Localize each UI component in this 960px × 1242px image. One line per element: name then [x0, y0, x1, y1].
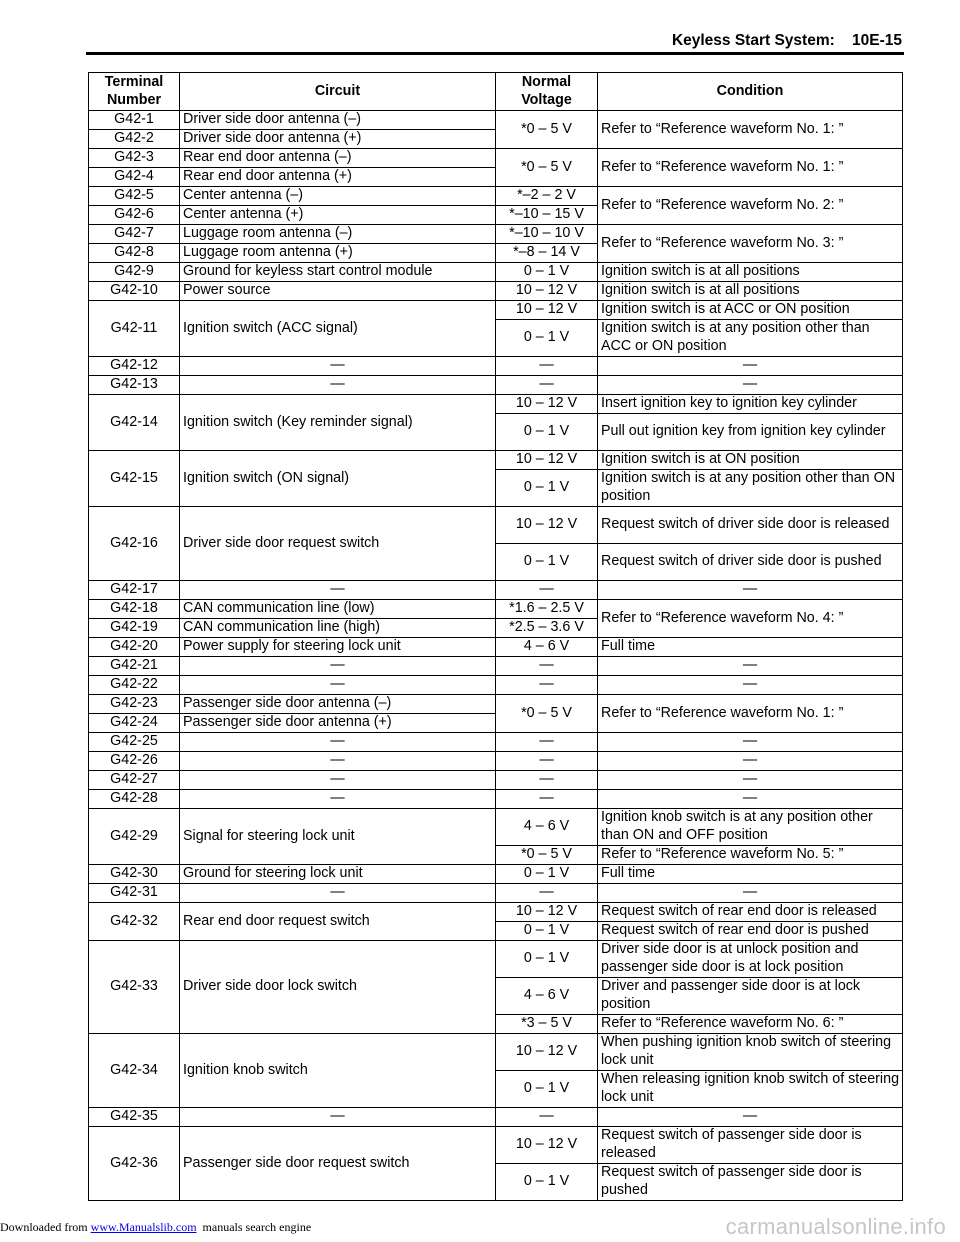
circuit-cell: — — [180, 752, 496, 771]
table-row — [89, 657, 903, 676]
voltage-cell: 10 – 12 V — [496, 451, 598, 470]
voltage-cell: *0 – 5 V — [496, 111, 598, 149]
terminal-cell: G42-34 — [89, 1034, 180, 1108]
terminal-table — [88, 72, 903, 1201]
watermark: carmanualsonline.info — [725, 1214, 946, 1239]
header-circuit: Circuit — [180, 73, 496, 111]
voltage-cell: 0 – 1 V — [496, 1164, 598, 1201]
table-row — [89, 1108, 903, 1127]
circuit-cell: — — [180, 376, 496, 395]
condition-cell: Full time — [598, 638, 903, 657]
condition-cell: Driver side door is at unlock position and passenger side door is at lock position — [598, 941, 903, 978]
table-row — [89, 809, 903, 846]
circuit-cell: CAN communication line (low) — [180, 600, 496, 619]
circuit-cell: Center antenna (+) — [180, 206, 496, 225]
condition-cell: Refer to “Reference waveform No. 1: ” — [598, 111, 903, 149]
voltage-cell: 10 – 12 V — [496, 1034, 598, 1071]
voltage-cell: — — [496, 752, 598, 771]
condition-cell: Refer to “Reference waveform No. 2: ” — [598, 187, 903, 225]
terminal-cell: G42-22 — [89, 676, 180, 695]
voltage-cell: *0 – 5 V — [496, 695, 598, 733]
condition-cell: Refer to “Reference waveform No. 1: ” — [598, 695, 903, 733]
terminal-cell: G42-16 — [89, 507, 180, 581]
voltage-cell: 0 – 1 V — [496, 320, 598, 357]
circuit-cell: Luggage room antenna (+) — [180, 244, 496, 263]
voltage-cell: — — [496, 657, 598, 676]
voltage-cell: 10 – 12 V — [496, 395, 598, 414]
circuit-cell: Power source — [180, 282, 496, 301]
condition-cell: — — [598, 676, 903, 695]
condition-cell: — — [598, 790, 903, 809]
terminal-cell: G42-13 — [89, 376, 180, 395]
condition-cell: — — [598, 376, 903, 395]
condition-cell: Refer to “Reference waveform No. 3: ” — [598, 225, 903, 263]
header-condition: Condition — [598, 73, 903, 111]
voltage-cell: — — [496, 790, 598, 809]
voltage-cell: *2.5 – 3.6 V — [496, 619, 598, 638]
table-row — [89, 600, 903, 619]
table-row — [89, 451, 903, 470]
terminal-cell: G42-31 — [89, 884, 180, 903]
circuit-cell: Passenger side door antenna (+) — [180, 714, 496, 733]
table-row — [89, 263, 903, 282]
table-row — [89, 187, 903, 206]
circuit-cell: — — [180, 357, 496, 376]
terminal-cell: G42-23 — [89, 695, 180, 714]
circuit-cell: Rear end door antenna (–) — [180, 149, 496, 168]
circuit-cell: — — [180, 733, 496, 752]
circuit-cell: — — [180, 790, 496, 809]
condition-cell: — — [598, 1108, 903, 1127]
voltage-cell: *3 – 5 V — [496, 1015, 598, 1034]
condition-cell: Ignition switch is at all positions — [598, 282, 903, 301]
circuit-cell: — — [180, 676, 496, 695]
voltage-cell: 0 – 1 V — [496, 941, 598, 978]
terminal-cell: G42-5 — [89, 187, 180, 206]
terminal-cell: G42-20 — [89, 638, 180, 657]
condition-cell: Request switch of passenger side door is released — [598, 1127, 903, 1164]
page-header — [672, 32, 902, 50]
table-row — [89, 771, 903, 790]
circuit-cell: — — [180, 884, 496, 903]
footer-prefix: Downloaded from — [0, 1220, 91, 1234]
voltage-cell: 0 – 1 V — [496, 865, 598, 884]
condition-cell: Request switch of passenger side door is pushed — [598, 1164, 903, 1201]
circuit-cell: — — [180, 771, 496, 790]
voltage-cell: 0 – 1 V — [496, 470, 598, 507]
table-row — [89, 1034, 903, 1071]
terminal-cell: G42-33 — [89, 941, 180, 1034]
circuit-cell: — — [180, 581, 496, 600]
voltage-cell: *–10 – 10 V — [496, 225, 598, 244]
header-rule — [86, 52, 904, 55]
terminal-cell: G42-6 — [89, 206, 180, 225]
table-row — [89, 884, 903, 903]
voltage-cell: 4 – 6 V — [496, 978, 598, 1015]
table-row — [89, 676, 903, 695]
section-title: Keyless Start System: — [671, 32, 835, 49]
condition-cell: Refer to “Reference waveform No. 6: ” — [598, 1015, 903, 1034]
terminal-cell: G42-7 — [89, 225, 180, 244]
table-row — [89, 865, 903, 884]
terminal-cell: G42-12 — [89, 357, 180, 376]
voltage-cell: 0 – 1 V — [496, 922, 598, 941]
circuit-cell: Center antenna (–) — [180, 187, 496, 206]
condition-cell: — — [598, 733, 903, 752]
condition-cell: Refer to “Reference waveform No. 1: ” — [598, 149, 903, 187]
condition-cell: Insert ignition key to ignition key cylinder — [598, 395, 903, 414]
condition-cell: Request switch of rear end door is pushed — [598, 922, 903, 941]
table-row — [89, 376, 903, 395]
circuit-cell: Rear end door antenna (+) — [180, 168, 496, 187]
voltage-cell: 0 – 1 V — [496, 414, 598, 451]
condition-cell: Request switch of rear end door is released — [598, 903, 903, 922]
circuit-cell: Ignition switch (Key reminder signal) — [180, 395, 496, 451]
circuit-cell: Passenger side door antenna (–) — [180, 695, 496, 714]
condition-cell: Ignition switch is at ACC or ON position — [598, 301, 903, 320]
terminal-cell: G42-15 — [89, 451, 180, 507]
condition-cell: Driver and passenger side door is at lock position — [598, 978, 903, 1015]
condition-cell: — — [598, 771, 903, 790]
voltage-cell: 10 – 12 V — [496, 282, 598, 301]
terminal-cell: G42-1 — [89, 111, 180, 130]
voltage-cell: 4 – 6 V — [496, 809, 598, 846]
circuit-cell: Signal for steering lock unit — [180, 809, 496, 865]
table-row — [89, 638, 903, 657]
table-row — [89, 282, 903, 301]
circuit-cell: — — [180, 1108, 496, 1127]
terminal-cell: G42-29 — [89, 809, 180, 865]
condition-cell: Full time — [598, 865, 903, 884]
circuit-cell: Driver side door request switch — [180, 507, 496, 581]
condition-cell: — — [598, 357, 903, 376]
terminal-cell: G42-28 — [89, 790, 180, 809]
terminal-cell: G42-8 — [89, 244, 180, 263]
terminal-cell: G42-36 — [89, 1127, 180, 1201]
voltage-cell: — — [496, 1108, 598, 1127]
voltage-cell: *–8 – 14 V — [496, 244, 598, 263]
condition-cell: Ignition switch is at any position other than ACC or ON position — [598, 320, 903, 357]
table-row — [89, 695, 903, 714]
condition-cell: Refer to “Reference waveform No. 4: ” — [598, 600, 903, 638]
table-row — [89, 395, 903, 414]
voltage-cell: 4 – 6 V — [496, 638, 598, 657]
terminal-cell: G42-18 — [89, 600, 180, 619]
voltage-cell: *–2 – 2 V — [496, 187, 598, 206]
manualslib-link[interactable]: www.Manualslib.com — [90, 1220, 197, 1234]
table-row — [89, 149, 903, 168]
table-row — [89, 752, 903, 771]
voltage-cell: 10 – 12 V — [496, 903, 598, 922]
condition-cell: — — [598, 581, 903, 600]
terminal-cell: G42-9 — [89, 263, 180, 282]
terminal-cell: G42-11 — [89, 301, 180, 357]
download-footer — [0, 1220, 311, 1235]
terminal-cell: G42-27 — [89, 771, 180, 790]
terminal-cell: G42-32 — [89, 903, 180, 941]
header-normal-voltage: Normal Voltage — [496, 73, 598, 111]
footer-suffix: manuals search engine — [196, 1220, 312, 1234]
header-terminal-number: Terminal Number — [89, 73, 180, 111]
terminal-cell: G42-35 — [89, 1108, 180, 1127]
circuit-cell: Driver side door lock switch — [180, 941, 496, 1034]
terminal-cell: G42-2 — [89, 130, 180, 149]
circuit-cell: Ignition switch (ON signal) — [180, 451, 496, 507]
condition-cell: Ignition switch is at any position other than ON position — [598, 470, 903, 507]
circuit-cell: Passenger side door request switch — [180, 1127, 496, 1201]
table-header-row — [89, 73, 903, 111]
terminal-cell: G42-26 — [89, 752, 180, 771]
voltage-cell: 0 – 1 V — [496, 263, 598, 282]
table-row — [89, 507, 903, 544]
circuit-cell: Ignition knob switch — [180, 1034, 496, 1108]
page-number: 10E-15 — [852, 32, 902, 49]
terminal-cell: G42-25 — [89, 733, 180, 752]
table-row — [89, 790, 903, 809]
table-row — [89, 111, 903, 130]
voltage-cell: — — [496, 581, 598, 600]
circuit-cell: Ignition switch (ACC signal) — [180, 301, 496, 357]
table-row — [89, 903, 903, 922]
voltage-cell: — — [496, 376, 598, 395]
condition-cell: — — [598, 752, 903, 771]
circuit-cell: Power supply for steering lock unit — [180, 638, 496, 657]
table-row — [89, 1127, 903, 1164]
condition-cell: Refer to “Reference waveform No. 5: ” — [598, 846, 903, 865]
condition-cell: When releasing ignition knob switch of steering lock unit — [598, 1071, 903, 1108]
table-row — [89, 941, 903, 978]
condition-cell: Request switch of driver side door is released — [598, 507, 903, 544]
voltage-cell: 10 – 12 V — [496, 301, 598, 320]
circuit-cell: — — [180, 657, 496, 676]
condition-cell: — — [598, 884, 903, 903]
terminal-cell: G42-4 — [89, 168, 180, 187]
condition-cell: — — [598, 657, 903, 676]
voltage-cell: 0 – 1 V — [496, 1071, 598, 1108]
terminal-cell: G42-30 — [89, 865, 180, 884]
terminal-cell: G42-21 — [89, 657, 180, 676]
voltage-cell: 10 – 12 V — [496, 507, 598, 544]
table-row — [89, 225, 903, 244]
circuit-cell: Ground for keyless start control module — [180, 263, 496, 282]
voltage-cell: 0 – 1 V — [496, 544, 598, 581]
table-row — [89, 301, 903, 320]
terminal-cell: G42-17 — [89, 581, 180, 600]
terminal-cell: G42-19 — [89, 619, 180, 638]
circuit-cell: CAN communication line (high) — [180, 619, 496, 638]
circuit-cell: Ground for steering lock unit — [180, 865, 496, 884]
condition-cell: Ignition switch is at all positions — [598, 263, 903, 282]
voltage-cell: — — [496, 357, 598, 376]
condition-cell: Pull out ignition key from ignition key cylinder — [598, 414, 903, 451]
voltage-cell: *0 – 5 V — [496, 846, 598, 865]
circuit-cell: Luggage room antenna (–) — [180, 225, 496, 244]
table-row — [89, 581, 903, 600]
voltage-cell: 10 – 12 V — [496, 1127, 598, 1164]
condition-cell: Ignition switch is at ON position — [598, 451, 903, 470]
voltage-cell: — — [496, 733, 598, 752]
terminal-cell: G42-14 — [89, 395, 180, 451]
terminal-cell: G42-24 — [89, 714, 180, 733]
condition-cell: When pushing ignition knob switch of steering lock unit — [598, 1034, 903, 1071]
table-row — [89, 357, 903, 376]
voltage-cell: — — [496, 884, 598, 903]
circuit-cell: Driver side door antenna (–) — [180, 111, 496, 130]
voltage-cell: — — [496, 771, 598, 790]
voltage-cell: *0 – 5 V — [496, 149, 598, 187]
voltage-cell: *–10 – 15 V — [496, 206, 598, 225]
voltage-cell: — — [496, 676, 598, 695]
terminal-cell: G42-10 — [89, 282, 180, 301]
voltage-cell: *1.6 – 2.5 V — [496, 600, 598, 619]
condition-cell: Ignition knob switch is at any position other than ON and OFF position — [598, 809, 903, 846]
circuit-cell: Rear end door request switch — [180, 903, 496, 941]
terminal-cell: G42-3 — [89, 149, 180, 168]
circuit-cell: Driver side door antenna (+) — [180, 130, 496, 149]
condition-cell: Request switch of driver side door is pushed — [598, 544, 903, 581]
table-row — [89, 733, 903, 752]
